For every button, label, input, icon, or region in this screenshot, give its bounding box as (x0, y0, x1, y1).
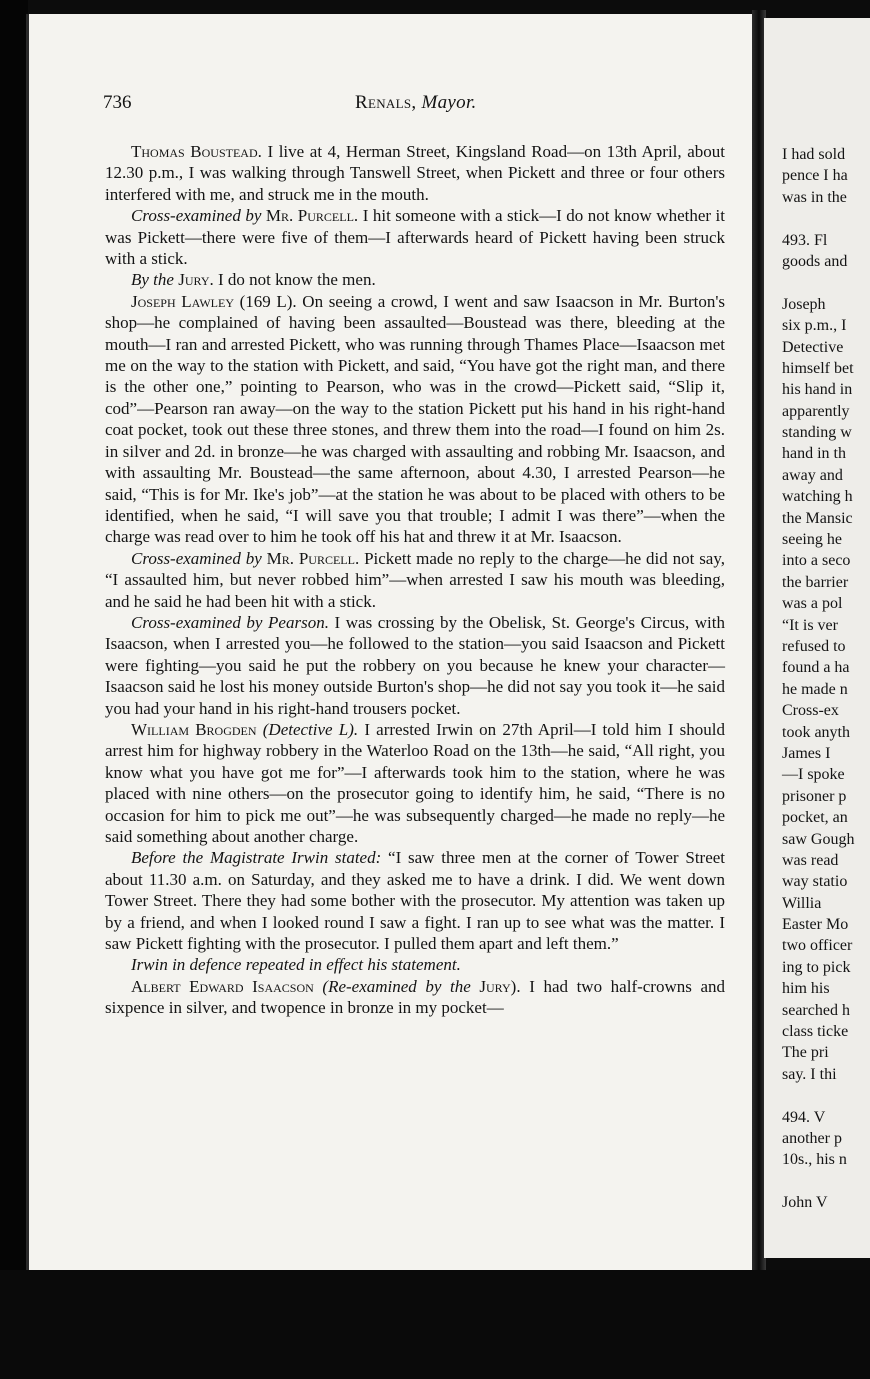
right-page-line (782, 272, 870, 293)
paragraph-text: I hit someone with a stick—I do not know whether it was Pickett—there were five of them—I afterwards heard of Pickett having been struck with a stick. (105, 206, 726, 269)
paragraph (105, 269, 725, 290)
italic-label: Cross-examined by (131, 548, 262, 568)
italic-label: By the (131, 270, 174, 290)
right-page-line: was read (782, 851, 839, 869)
right-page-line (782, 208, 870, 229)
right-page-line (782, 1085, 870, 1106)
right-page-line: seeing he (782, 531, 842, 549)
page-header (103, 92, 725, 118)
right-page-line: pence I ha (782, 167, 848, 185)
speaker-name: Jury). (479, 976, 521, 996)
speaker-name: Mr. Purcell. (265, 206, 359, 226)
paragraph (105, 141, 725, 205)
speaker-name: Albert Edward Isaacson (131, 976, 314, 996)
paragraph (105, 719, 725, 847)
right-page-line (782, 1171, 870, 1192)
right-page-line: goods and (782, 252, 848, 270)
right-page-line: 10s., his n (782, 1151, 847, 1169)
right-page-text (782, 144, 870, 1214)
right-page-line: he made n (782, 680, 848, 698)
italic-label: Irwin in defence repeated in effect his statement. (131, 955, 461, 975)
right-page-line: “It is ver (782, 616, 838, 634)
right-page-line: into a seco (782, 552, 851, 570)
right-page-line: apparently (782, 402, 850, 420)
paragraph (105, 291, 725, 548)
right-page-line: prisoner p (782, 787, 847, 805)
running-title-name: Renals, (355, 92, 417, 113)
paragraph-text: I was crossing by the Obelisk, St. George's Circus, with Isaacson, when I arrested you—he followed to the station—you said Isaacson and Pickett were fighting—you said he put the robbery on you because he knew your character—Isaacson said he lost his money outside Burton's shop—he did not say you took it—he said you had your hand in his right-hand trousers pocket. (105, 612, 726, 718)
paragraph-text: I had two half-crowns and sixpence in silver, and twopence in bronze in my pocket— (105, 976, 725, 1018)
paragraph (105, 847, 725, 954)
right-page-line: Willia (782, 894, 822, 912)
right-page-line: Joseph (782, 295, 826, 313)
paragraph (105, 954, 725, 975)
speaker-name: Mr. Purcell. (266, 548, 360, 568)
right-page-line: was a pol (782, 595, 843, 613)
right-page-line: John V (782, 1194, 828, 1212)
right-page-line: —I spoke (782, 766, 845, 784)
right-page-line: the barrier (782, 573, 849, 591)
running-title (355, 92, 477, 114)
right-page-line: six p.m., I (782, 317, 847, 335)
right-page-line: refused to (782, 637, 846, 655)
right-page-line: say. I thi (782, 1065, 837, 1083)
italic-label: (Re-examined by the (322, 976, 471, 996)
right-page-line: away and (782, 466, 843, 484)
speaker-name: Jury. (178, 270, 214, 290)
paragraph (105, 976, 725, 1019)
right-page-line: pocket, an (782, 809, 848, 827)
right-page-line: James I (782, 744, 831, 762)
book-spine-shadow (0, 0, 28, 1379)
paragraph-text: Pickett made no reply to the charge—he did not say, “I assaulted him, but never robbed him”—when arrested I saw his mouth was bleeding, and he said he had been hit with a stick. (105, 548, 725, 611)
italic-label: Cross-examined by (131, 206, 262, 226)
right-page-line: standing w (782, 424, 852, 442)
right-page-line: saw Gough (782, 830, 855, 848)
right-page-line: another p (782, 1129, 842, 1147)
bottom-shadow (0, 1270, 870, 1379)
italic-label: Cross-examined by Pearson. (131, 612, 329, 632)
right-page-line: Easter Mo (782, 916, 849, 934)
paragraph-text: (169 L). On seeing a crowd, I went and saw Isaacson in Mr. Burton's shop—he complained of having been assaulted—Boustead was there, bleeding at the mouth—I ran and arrested Pickett, who was running through Thames Place—Isaacson met me on the way to the station with Pickett, and said, “You have got the right man, and there is the other one,” pointing to Pearson, who was in the crowd—Pickett said, “Slip it, cod”—Pearson ran away—on the way to the station Pickett put his hand in his right-hand coat pocket, took out these three stones, and threw them into the road—I found on him 2s. in silver and 2d. in bronze—he was charged with assaulting and robbing Mr. Isaacson, and with assaulting Mr. Boustead—the same afternoon, about 4.30, I arrested Pearson—he said, “This is for Mr. Ike's job”—at the station he was about to be placed with others to be identified, when he said, “I will save you that trouble; I admit I was there”—when the charge was read over to him he took off his hat and threw it at Mr. Isaacson. (105, 291, 726, 547)
right-page-line: two officer (782, 937, 853, 955)
right-page-line: his hand in (782, 381, 853, 399)
speaker-name: Thomas Boustead. (131, 142, 262, 161)
right-page-line: class ticke (782, 1023, 849, 1041)
right-page-line: Detective (782, 338, 844, 356)
right-page-line: ing to pick (782, 958, 851, 976)
right-page-line: the Mansic (782, 509, 853, 527)
speaker-name: William Brogden (131, 719, 257, 739)
right-page-line: searched h (782, 1001, 850, 1019)
right-page-line: himself bet (782, 359, 854, 377)
italic-label: Before the Magistrate Irwin stated: (131, 848, 382, 868)
speaker-name: Joseph Lawley (131, 291, 234, 311)
right-page-line: I had sold (782, 146, 846, 163)
right-page-line: hand in th (782, 445, 846, 463)
right-page-line: way statio (782, 873, 848, 891)
right-page-line: 493. Fl (782, 231, 828, 249)
italic-label: (Detective L). (262, 719, 359, 739)
main-text (105, 141, 725, 1019)
paragraph-text: “I saw three men at the corner of Tower Street about 11.30 a.m. on Saturday, and they asked me to have a drink. I did. We went down Tower Street. There they had some bother with the prosecutor. My attention was taken up by a friend, and when I looked round I saw a fight. I ran up to see what was the matter. I saw Pickett fighting with the prosecutor. I pulled them apart and left them.” (105, 848, 726, 954)
right-page-line: took anyth (782, 723, 850, 741)
paragraph (105, 548, 725, 612)
right-page-line: Cross-ex (782, 702, 839, 720)
right-page-line: him his (782, 980, 830, 998)
paragraph (105, 612, 725, 719)
right-page-line: found a ha (782, 659, 850, 677)
right-page-line: The pri (782, 1044, 829, 1062)
paragraph (105, 205, 725, 269)
paragraph-text: I do not know the men. (218, 270, 376, 290)
paragraph-text: I arrested Irwin on 27th April—I told him I should arrest him for highway robbery in the Waterloo Road on the 13th—he said, “All right, you know what you have got me for”—I afterwards took him to the station, where he was placed with nine others—on the prosecutor going to identify him, he said, “There is no occasion for him to pick me out”—he was subsequently charged—he made no reply—he said something about another charge. (105, 719, 725, 846)
right-page-line: watching h (782, 488, 853, 506)
right-page-line: was in the (782, 188, 847, 206)
paragraph-text: I live at 4, Herman Street, Kingsland Road—on 13th April, about 12.30 p.m., I was walking through Tanswell Street, when Pickett and three or four others interfered with me, and struck me in the mouth. (105, 142, 725, 204)
right-page-line: 494. V (782, 1108, 826, 1126)
page-number: 736 (103, 92, 132, 113)
running-title-role: Mayor. (421, 92, 477, 113)
